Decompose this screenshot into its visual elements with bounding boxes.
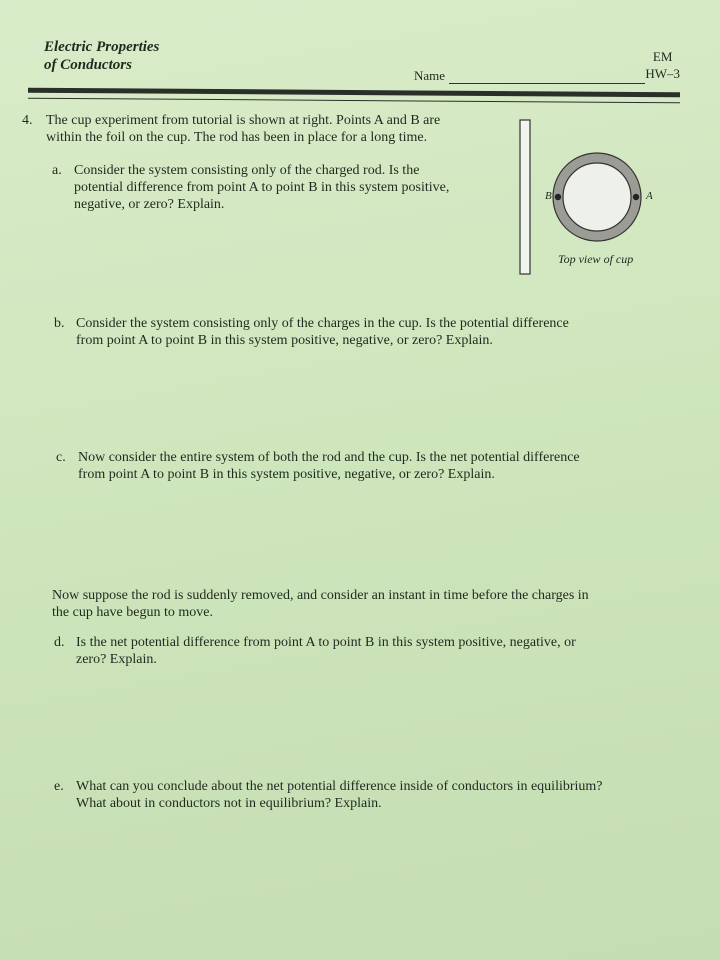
part-c-line-1: Now consider the entire system of both the rod and the cup. Is the net potential difference: [78, 450, 580, 465]
part-a-label: a.: [52, 163, 62, 178]
part-c-label: c.: [56, 450, 66, 465]
name-field[interactable]: [414, 68, 645, 84]
part-b: [54, 315, 569, 349]
intro-line-2: within the foil on the cup. The rod has been in place for a long time.: [46, 130, 428, 145]
part-a-line-2: potential difference from point A to point B in this system positive,: [74, 180, 450, 195]
part-e-line-1: What can you conclude about the net potential difference inside of conductors in equilibrium?: [76, 779, 603, 794]
part-c: [56, 449, 580, 483]
name-label: Name: [414, 68, 446, 83]
header-rule-thin: [28, 98, 680, 104]
part-a-line-1: Consider the system consisting only of the charged rod. Is the: [74, 163, 420, 178]
part-d-line-2: zero? Explain.: [76, 652, 157, 667]
intro-line-1: The cup experiment from tutorial is shown at right. Points A and B are: [46, 113, 441, 128]
removal-intro-line-2: the cup have begun to move.: [52, 605, 213, 620]
point-b-dot: [555, 194, 561, 200]
part-d-line-1: Is the net potential difference from point A to point B in this system positive, negative, or: [76, 635, 576, 650]
question-4-intro: [22, 112, 441, 146]
code-line-1: EM: [652, 49, 673, 64]
removal-intro: [52, 587, 589, 621]
homework-code: [645, 48, 680, 82]
point-b-label: B: [545, 190, 552, 202]
part-d-label: d.: [54, 635, 65, 650]
question-number: 4.: [22, 113, 33, 128]
part-b-line-1: Consider the system consisting only of the charges in the cup. Is the potential difference: [76, 316, 569, 331]
removal-intro-line-1: Now suppose the rod is suddenly removed, and consider an instant in time before the charges in: [52, 588, 589, 603]
part-a-line-3: negative, or zero? Explain.: [74, 197, 225, 212]
part-e-line-2: What about in conductors not in equilibrium? Explain.: [76, 796, 382, 811]
point-a-label: A: [646, 190, 653, 202]
header-rule-thick: [28, 88, 680, 98]
part-b-label: b.: [54, 316, 65, 331]
part-a: [52, 162, 450, 213]
figure-caption: Top view of cup: [558, 252, 634, 266]
title-line-2: of Conductors: [44, 57, 132, 73]
part-d: [54, 634, 576, 668]
title-line-1: Electric Properties: [44, 39, 160, 55]
part-c-line-2: from point A to point B in this system positive, negative, or zero? Explain.: [78, 467, 495, 482]
name-blank-line[interactable]: [449, 71, 645, 84]
part-e-label: e.: [54, 779, 64, 794]
worksheet-title: [44, 38, 159, 74]
point-a-dot: [633, 194, 639, 200]
cup-inner: [563, 163, 631, 231]
part-e: [54, 778, 603, 812]
part-b-line-2: from point A to point B in this system positive, negative, or zero? Explain.: [76, 333, 493, 348]
charged-rod: [520, 120, 530, 274]
code-line-2: HW–3: [645, 66, 680, 81]
